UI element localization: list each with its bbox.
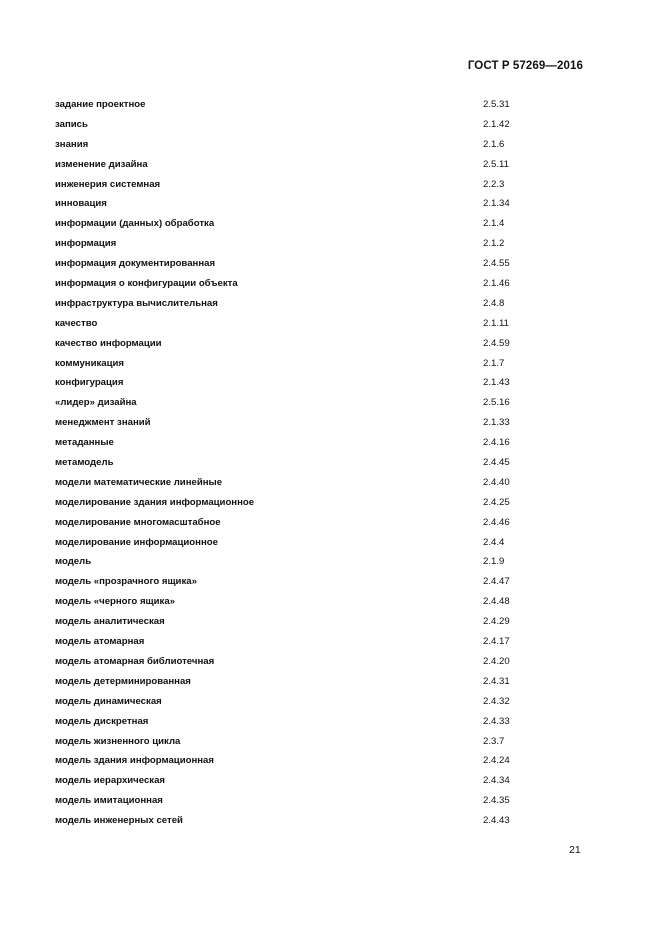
index-term: информации (данных) обработка bbox=[55, 218, 215, 230]
index-entry bbox=[55, 396, 585, 416]
index-entry bbox=[55, 217, 585, 237]
index-entry bbox=[55, 357, 585, 377]
index-entry bbox=[55, 456, 585, 476]
index-entry bbox=[55, 516, 585, 536]
index-term: модель «черного ящика» bbox=[55, 596, 176, 608]
index-term: модель атомарная библиотечная bbox=[55, 655, 215, 667]
index-term: моделирование информационное bbox=[55, 536, 218, 548]
index-reference: 2.1.42 bbox=[483, 118, 510, 130]
index-term: информация о конфигурации объекта bbox=[55, 278, 238, 290]
index-entry bbox=[55, 715, 585, 735]
index-reference: 2.4.17 bbox=[483, 636, 510, 648]
index-term: запись bbox=[55, 118, 88, 130]
index-term: модель атомарная bbox=[55, 636, 145, 648]
index-entry bbox=[55, 774, 585, 794]
index-reference: 2.3.7 bbox=[483, 735, 505, 747]
index-entry bbox=[55, 735, 585, 755]
index-term: моделирование многомасштабное bbox=[55, 516, 221, 528]
index-reference: 2.4.33 bbox=[483, 715, 510, 727]
index-term: модель детерминированная bbox=[55, 675, 191, 687]
index-term: метаданные bbox=[55, 437, 114, 449]
index-term: модель иерархическая bbox=[55, 775, 166, 787]
index-term: менеджмент знаний bbox=[55, 417, 151, 429]
index-entry bbox=[55, 197, 585, 217]
index-term: модель дискретная bbox=[55, 715, 149, 727]
index-term: инфраструктура вычислительная bbox=[55, 297, 218, 309]
index-reference: 2.5.16 bbox=[483, 397, 510, 409]
index-reference: 2.1.4 bbox=[483, 218, 505, 230]
index-entry bbox=[55, 138, 585, 158]
index-reference: 2.4.8 bbox=[483, 297, 505, 309]
index-reference: 2.1.2 bbox=[483, 238, 505, 250]
index-term: модель аналитическая bbox=[55, 616, 165, 628]
index-term: модель bbox=[55, 556, 92, 568]
index-entry bbox=[55, 118, 585, 138]
index-reference: 2.4.20 bbox=[483, 655, 510, 667]
index-entry bbox=[55, 695, 585, 715]
index-reference: 2.4.4 bbox=[483, 536, 505, 548]
index-reference: 2.1.46 bbox=[483, 278, 510, 290]
index-term: качество информации bbox=[55, 337, 162, 349]
index-reference: 2.1.6 bbox=[483, 138, 505, 150]
index-entry bbox=[55, 98, 585, 118]
index-reference: 2.4.40 bbox=[483, 476, 510, 488]
index-reference: 2.4.29 bbox=[483, 616, 510, 628]
index-reference: 2.4.34 bbox=[483, 775, 510, 787]
index-reference: 2.4.32 bbox=[483, 695, 510, 707]
index-term: модели математические линейные bbox=[55, 476, 223, 488]
index-entry bbox=[55, 436, 585, 456]
index-reference: 2.4.35 bbox=[483, 795, 510, 807]
index-term: модель жизненного цикла bbox=[55, 735, 181, 747]
index-entry bbox=[55, 376, 585, 396]
index-reference: 2.1.43 bbox=[483, 377, 510, 389]
index-entry bbox=[55, 794, 585, 814]
index-reference: 2.4.45 bbox=[483, 457, 510, 469]
index-term: коммуникация bbox=[55, 357, 125, 369]
index-reference: 2.4.43 bbox=[483, 815, 510, 827]
index-entry bbox=[55, 595, 585, 615]
index-term: инновация bbox=[55, 198, 107, 210]
index-term: изменение дизайна bbox=[55, 158, 148, 170]
index-term: знания bbox=[55, 138, 89, 150]
index-entry bbox=[55, 555, 585, 575]
index-term: модель инженерных сетей bbox=[55, 815, 183, 827]
index-entry bbox=[55, 536, 585, 556]
index-reference: 2.1.7 bbox=[483, 357, 505, 369]
index-term: моделирование здания информационное bbox=[55, 496, 255, 508]
index-reference: 2.4.31 bbox=[483, 675, 510, 687]
index-reference: 2.4.48 bbox=[483, 596, 510, 608]
index-reference: 2.4.16 bbox=[483, 437, 510, 449]
index-reference: 2.4.55 bbox=[483, 258, 510, 270]
index-reference: 2.4.24 bbox=[483, 755, 510, 767]
index-term: модель здания информационная bbox=[55, 755, 214, 767]
index-entry bbox=[55, 337, 585, 357]
index-entry bbox=[55, 237, 585, 257]
index-term: метамодель bbox=[55, 457, 114, 469]
index-reference: 2.5.31 bbox=[483, 99, 510, 110]
index-term: «лидер» дизайна bbox=[55, 397, 137, 409]
index-term: модель динамическая bbox=[55, 695, 162, 707]
index-entry bbox=[55, 754, 585, 774]
index-reference: 2.1.33 bbox=[483, 417, 510, 429]
index-term: модель имитационная bbox=[55, 795, 163, 807]
index-reference: 2.4.47 bbox=[483, 576, 510, 588]
index-entry bbox=[55, 416, 585, 436]
index-reference: 2.4.59 bbox=[483, 337, 510, 349]
index-term: модель «прозрачного ящика» bbox=[55, 576, 197, 588]
index-reference: 2.1.11 bbox=[483, 317, 509, 329]
index-reference: 2.5.11 bbox=[483, 158, 509, 170]
index-term: качество bbox=[55, 317, 98, 329]
index-term: информация bbox=[55, 238, 117, 250]
index-entry bbox=[55, 178, 585, 198]
index-entry bbox=[55, 675, 585, 695]
index-entry bbox=[55, 575, 585, 595]
term-index-list bbox=[55, 98, 585, 834]
index-reference: 2.1.34 bbox=[483, 198, 510, 210]
index-reference: 2.4.46 bbox=[483, 516, 510, 528]
document-header: ГОСТ Р 57269—2016 bbox=[467, 60, 583, 72]
index-entry bbox=[55, 257, 585, 277]
index-entry bbox=[55, 655, 585, 675]
index-entry bbox=[55, 635, 585, 655]
index-reference: 2.1.9 bbox=[483, 556, 505, 568]
index-entry bbox=[55, 277, 585, 297]
index-entry bbox=[55, 158, 585, 178]
index-term: информация документированная bbox=[55, 258, 216, 270]
index-entry bbox=[55, 496, 585, 516]
index-entry bbox=[55, 297, 585, 317]
index-entry bbox=[55, 615, 585, 635]
page-number: 21 bbox=[569, 844, 581, 856]
index-entry bbox=[55, 476, 585, 496]
index-term: конфигурация bbox=[55, 377, 124, 389]
index-term: задание проектное bbox=[55, 99, 146, 110]
index-entry bbox=[55, 814, 585, 834]
index-term: инженерия системная bbox=[55, 178, 161, 190]
index-reference: 2.4.25 bbox=[483, 496, 510, 508]
index-entry bbox=[55, 317, 585, 337]
index-reference: 2.2.3 bbox=[483, 178, 505, 190]
